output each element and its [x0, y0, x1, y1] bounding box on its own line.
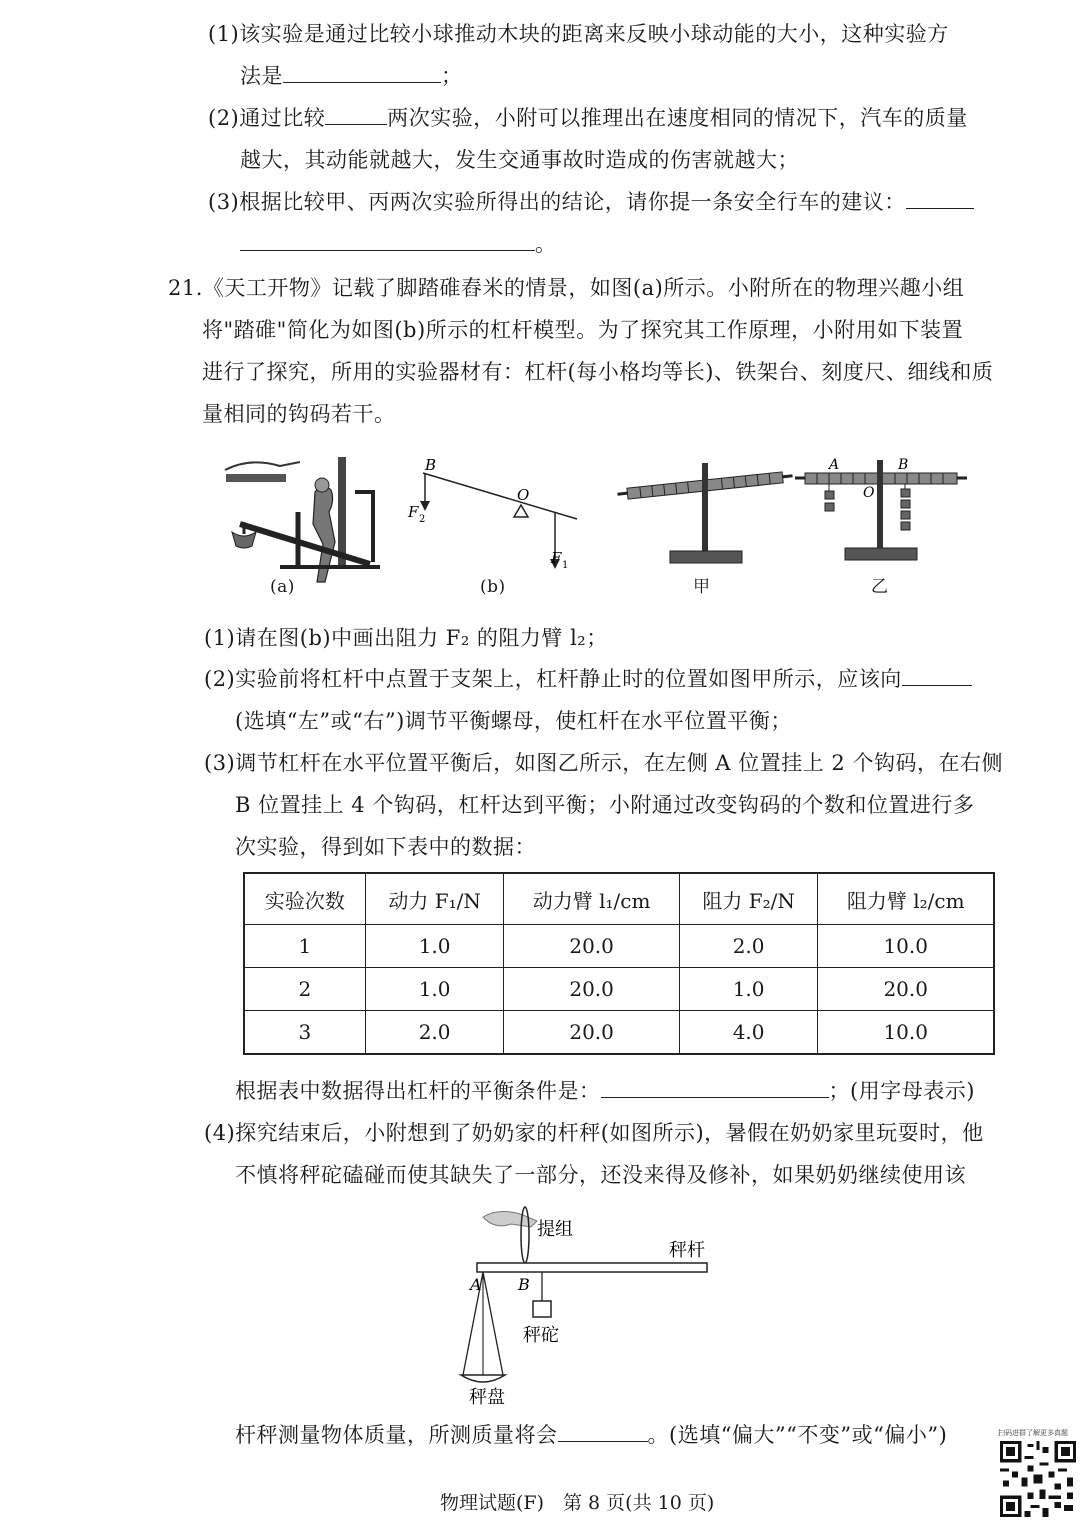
- label-B: B: [898, 457, 909, 473]
- table-cell: 2: [244, 967, 365, 1010]
- figure-yi-balanced-lever: [795, 455, 970, 573]
- table-cell: 10.0: [818, 1010, 994, 1054]
- answer-blank[interactable]: [325, 102, 387, 125]
- figure-yi-caption: 乙: [871, 577, 889, 597]
- q21-sub4-line1: (4)探究结束后，小附想到了奶奶家的杆秤(如图所示)，暑假在奶奶家里玩耍时，他: [204, 1121, 984, 1145]
- label-A: A: [829, 457, 840, 473]
- figure-jia-tilted-lever: [615, 455, 795, 573]
- table-cell: 20.0: [818, 967, 994, 1010]
- q21-conclusion: 根据表中数据得出杠杆的平衡条件是： ；(用字母表示): [235, 1075, 975, 1105]
- q21-sub4-line2: 不慎将秤砣磕碰而使其缺失了一部分，还没来得及修补，如果奶奶继续使用该: [235, 1163, 966, 1187]
- table-header-cell: 阻力臂 l₂/cm: [818, 873, 994, 925]
- q20-part3-line1: (3)根据比较甲、丙两次实验所得出的结论，请你提一条安全行车的建议：: [208, 186, 974, 216]
- table-cell: 1.0: [679, 967, 818, 1010]
- label-F1: F: [551, 549, 562, 567]
- table-header-cell: 实验次数: [244, 873, 365, 925]
- table-cell: 2.0: [679, 925, 818, 968]
- q20-part1-line2: 法是 ；: [240, 60, 463, 90]
- answer-blank[interactable]: [906, 186, 974, 209]
- table-cell: 10.0: [818, 925, 994, 968]
- answer-blank[interactable]: [558, 1419, 648, 1442]
- q21-intro-line4: 量相同的钩码若干。: [202, 402, 396, 426]
- table-cell: 3: [244, 1010, 365, 1054]
- qr-note: 扫码进群了解更多真题: [998, 1429, 1068, 1437]
- answer-blank[interactable]: [240, 228, 535, 251]
- q21-sub3-line3: 次实验，得到如下表中的数据：: [235, 835, 536, 859]
- table-cell: 1: [244, 925, 365, 968]
- table-cell: 20.0: [504, 1010, 679, 1054]
- q20-part2-line2: 越大，其动能就越大，发生交通事故时造成的伤害就越大；: [240, 148, 799, 172]
- figure-b-lever-model: [405, 455, 590, 575]
- q21-intro-line3: 进行了探究，所用的实验器材有：杠杆(每小格均等长)、铁架台、刻度尺、细线和质: [202, 360, 994, 384]
- table-header-cell: 动力 F₁/N: [365, 873, 504, 925]
- q21-sub2-line2: (选填“左”或“右”)调节平衡螺母，使杠杆在水平位置平衡；: [235, 709, 792, 733]
- table-header-cell: 阻力 F₂/N: [679, 873, 818, 925]
- q21-intro-line1: 21.《天工开物》记载了脚踏碓舂米的情景，如图(a)所示。小附所在的物理兴趣小组: [168, 276, 965, 300]
- table-row: [244, 967, 994, 1010]
- table-cell: 20.0: [504, 967, 679, 1010]
- label-A: A: [470, 1275, 482, 1294]
- page-footer: 物理试题(F) 第 8 页(共 10 页): [440, 1492, 715, 1514]
- figure-a-caption: (a): [270, 577, 295, 597]
- figure-b-caption: (b): [480, 577, 506, 597]
- steelyard-figure: [455, 1205, 725, 1410]
- q21-sub3-line2: B 位置挂上 4 个钩码，杠杆达到平衡；小附通过改变钩码的个数和位置进行多: [235, 793, 975, 817]
- table-row: [244, 925, 994, 968]
- answer-blank[interactable]: [601, 1075, 829, 1098]
- label-chengtuo: 秤砣: [523, 1325, 559, 1346]
- q21-sub2-line1: (2)实验前将杠杆中点置于支架上，杠杆静止时的位置如图甲所示，应该向: [204, 663, 972, 693]
- table-row: [244, 1010, 994, 1054]
- table-header-row: [244, 873, 994, 925]
- label-O: O: [517, 486, 530, 504]
- table-cell: 20.0: [504, 925, 679, 968]
- table-cell: 1.0: [365, 925, 504, 968]
- label-F2-sub: 2: [419, 514, 426, 525]
- answer-blank[interactable]: [902, 663, 972, 686]
- figure-jia-caption: 甲: [693, 577, 711, 597]
- table-cell: 1.0: [365, 967, 504, 1010]
- label-B: B: [518, 1275, 530, 1294]
- table-cell: 4.0: [679, 1010, 818, 1054]
- q20-part2-line1: (2)通过比较 两次实验，小附可以推理出在速度相同的情况下，汽车的质量: [208, 102, 968, 132]
- q20-part1-line1: (1)该实验是通过比较小球推动木块的距离来反映小球动能的大小，这种实验方: [208, 22, 949, 46]
- table-cell: 2.0: [365, 1010, 504, 1054]
- label-chengpan: 秤盘: [469, 1387, 505, 1408]
- table-header-cell: 动力臂 l₁/cm: [504, 873, 679, 925]
- q21-sub3-line1: (3)调节杠杆在水平位置平衡后，如图乙所示，在左侧 A 位置挂上 2 个钩码，在右侧: [204, 751, 1003, 775]
- label-O: O: [863, 485, 875, 501]
- label-tizu: 提组: [537, 1219, 573, 1240]
- qr-code-icon[interactable]: [1000, 1440, 1076, 1518]
- q21-sub4-line3: 杆秤测量物体质量，所测质量将会 。(选填“偏大”“不变”或“偏小”): [235, 1419, 947, 1449]
- q21-sub1: (1)请在图(b)中画出阻力 F₂ 的阻力臂 l₂；: [204, 626, 608, 650]
- q20-part3-line2: 。: [240, 228, 557, 258]
- label-chenggan: 秤杆: [669, 1240, 705, 1261]
- label-F2: F: [408, 503, 419, 521]
- answer-blank[interactable]: [283, 60, 441, 83]
- q21-intro-line2: 将"踏碓"简化为如图(b)所示的杠杆模型。为了探究其工作原理，小附用如下装置: [202, 318, 964, 342]
- figure-a-illustration: [220, 452, 385, 602]
- label-F1-sub: 1: [562, 560, 569, 571]
- experiment-data-table: [243, 872, 995, 1055]
- label-B: B: [425, 456, 437, 474]
